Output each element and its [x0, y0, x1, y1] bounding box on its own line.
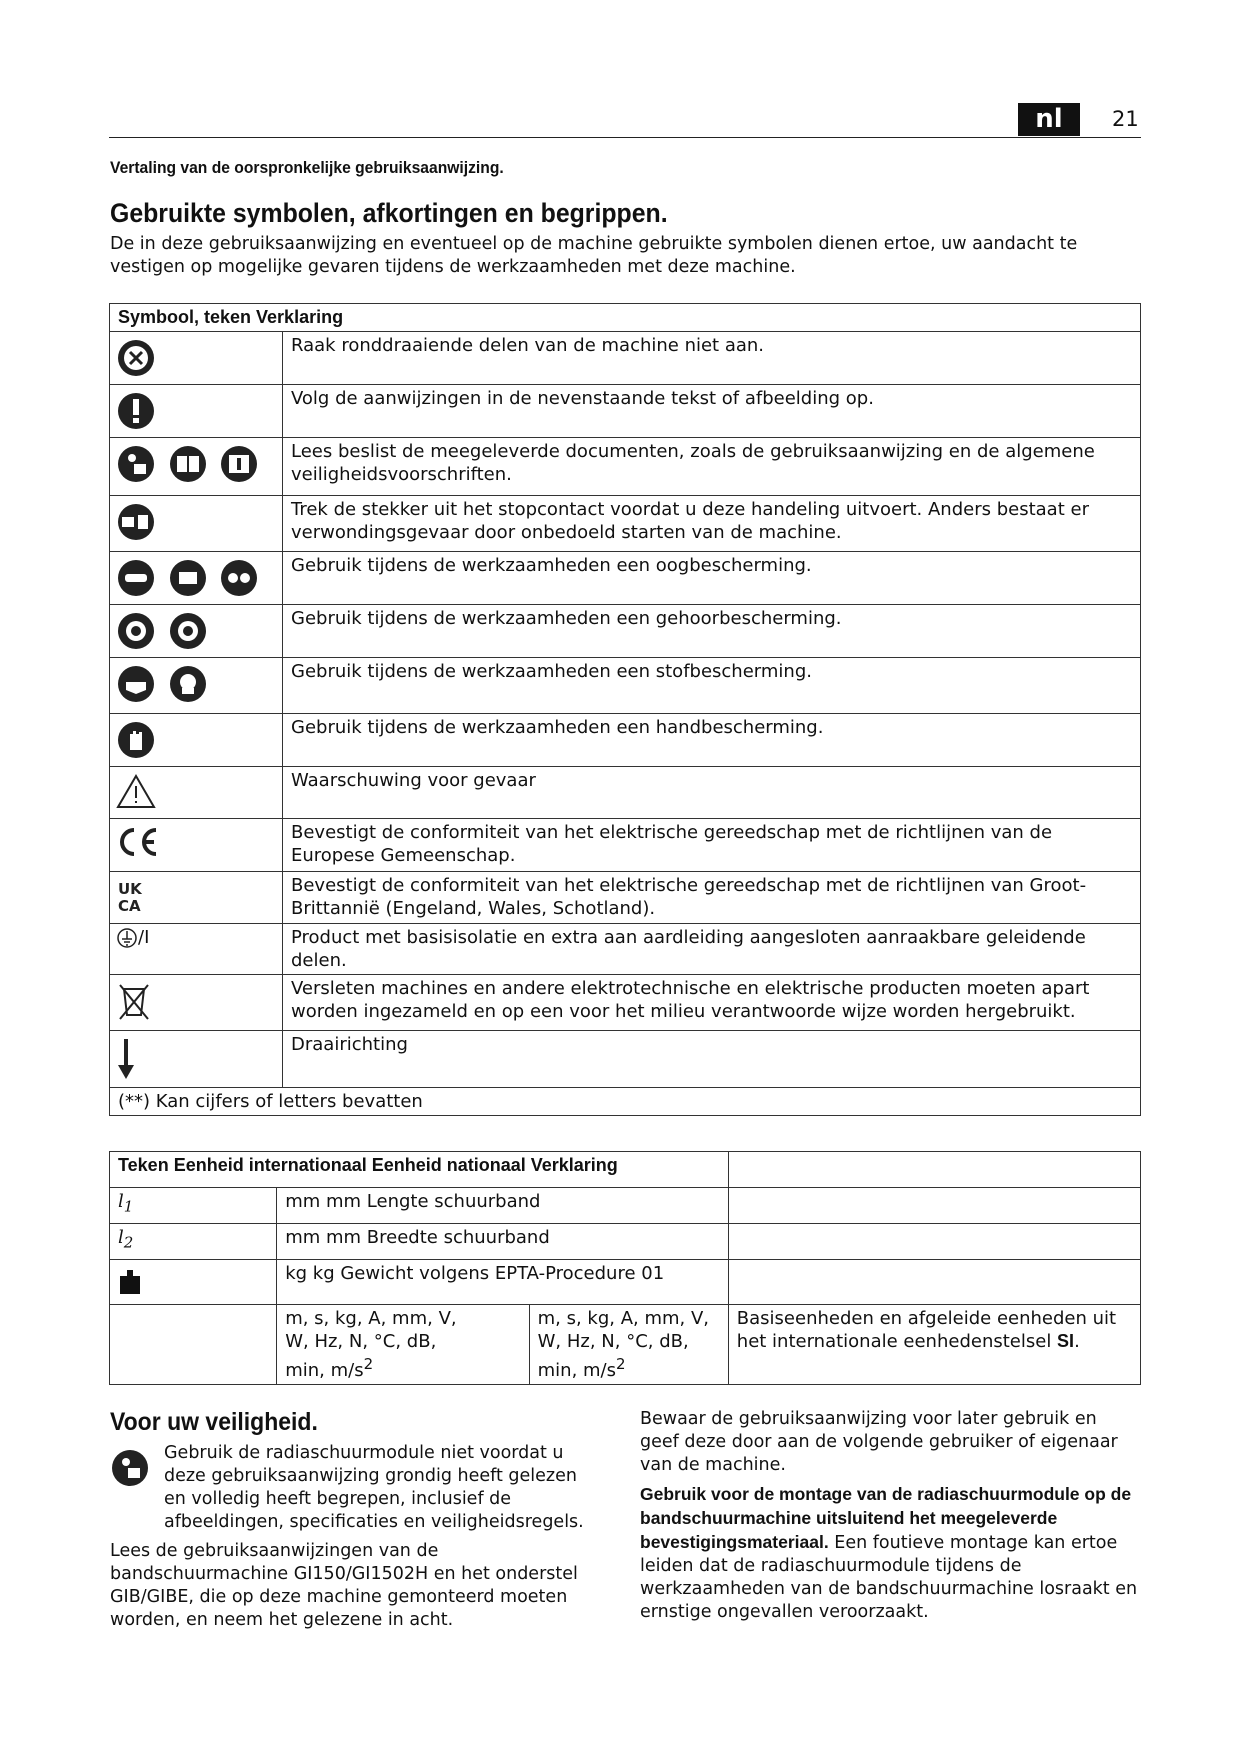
symbol-description: Volg de aanwijzingen in de nevenstaande tekst of afbeelding op.: [283, 385, 1141, 438]
symbol-cell: [110, 496, 283, 552]
dust-mask-icon: [116, 664, 156, 704]
unit-description: mm mm Breedte schuurband: [277, 1224, 729, 1260]
symbol-description: Bevestigt de conformiteit van het elektrische gereedschap met de richtlijnen van de Europese Gemeenschap.: [283, 819, 1141, 872]
unit-sign-cell: [110, 1224, 277, 1260]
symbol-cell: [110, 605, 283, 658]
safety-title: Voor uw veiligheid.: [110, 1408, 318, 1436]
svg-text:UK: UK: [118, 880, 142, 898]
symbol-cell: [110, 924, 283, 975]
symbol-description: Gebruik tijdens de werkzaamheden een gehoorbescherming.: [283, 605, 1141, 658]
symbol-description: Product met basisisolatie en extra aan aardleiding aangesloten aanraakbare geleidende delen.: [283, 924, 1141, 975]
warning-triangle-icon: [116, 773, 156, 809]
unit-sign-sub: 2: [123, 1233, 134, 1252]
ear-protection-icon: [168, 611, 208, 651]
si-units-international: m, s, kg, A, mm, V, W, Hz, N, °C, dB, min, $m/s^2$: [277, 1305, 529, 1385]
symbol-description: Raak ronddraaiende delen van de machine niet aan.: [283, 332, 1141, 385]
intro-paragraph: De in deze gebruiksaanwijzing en eventueel op de machine gebruikte symbolen dienen ertoe, uw aandacht te vestigen op mogelijke gevaren tijdens de werkzaamheden met deze machine.: [110, 234, 1078, 277]
symbol-description: Bevestigt de conformiteit van het elektrische gereedschap met de richtlijnen van Groot-Brittannië (Engeland, Wales, Schotland).: [283, 872, 1141, 924]
units-table: [109, 1151, 1141, 1385]
weight-icon: [118, 1268, 142, 1296]
unit-description: mm mm Lengte schuurband: [277, 1188, 729, 1224]
units-table-header-empty: [728, 1152, 1140, 1188]
unit-description: kg kg Gewicht volgens EPTA-Procedure 01: [277, 1260, 729, 1305]
symbol-description: Versleten machines en andere elektrotechnische en elektrische producten moeten apart worden ingezameld en op een voor het milieu verantwoorde wijze worden hergebruikt.: [283, 975, 1141, 1031]
arrow-down-icon: [116, 1037, 136, 1081]
ear-protection-icon: [116, 611, 156, 651]
header-rule: [109, 137, 1141, 138]
symbol-cell: [110, 385, 283, 438]
unit-sign-cell: [110, 1188, 277, 1224]
symbols-table: [109, 303, 1141, 1116]
symbol-cell: [110, 332, 283, 385]
symbol-description: Trek de stekker uit het stopcontact voordat u deze handeling uitvoert. Anders bestaat er verwondingsgevaar door onbedoeld starten van de machine.: [283, 496, 1141, 552]
safety-p3: Bewaar de gebruiksaanwijzing voor later gebruik en geef deze door aan de volgende gebruiker of eigenaar van de machine.: [640, 1409, 1118, 1475]
unit-empty-cell: [728, 1224, 1140, 1260]
safety-p4: Gebruik voor de montage van de radiaschuurmodule op de bandschuurmachine uitsluitend het meegeleverde bevestigingsmateriaal. Een foutieve montage kan ertoe leiden dat de radiaschuurmodule tijdens de werkzaamheden van de bandschuurmachine losraakt en ernstige ongevallen veroorzaakt.: [640, 1484, 1138, 1622]
safety-left-column: [110, 1442, 600, 1632]
symbol-cell: [110, 1031, 283, 1088]
protection-class-label: /I: [138, 927, 150, 948]
read-manual-icon: [116, 444, 156, 484]
no-rotating-parts-icon: [116, 338, 156, 378]
page-number: 21: [1112, 107, 1139, 131]
ukca-mark-icon: [116, 878, 146, 914]
symbol-cell: [110, 658, 283, 714]
unit-sign-sub: 1: [123, 1197, 134, 1216]
manual-info-icon: [219, 444, 259, 484]
respirator-icon: [168, 664, 208, 704]
language-badge: nl: [1018, 103, 1080, 136]
symbol-cell: [110, 438, 283, 496]
protection-class-icon: [116, 927, 138, 949]
read-manual-icon: [110, 1448, 150, 1488]
svg-text:CA: CA: [118, 897, 141, 914]
symbol-description: Gebruik tijdens de werkzaamheden een stofbescherming.: [283, 658, 1141, 714]
symbol-cell: [110, 767, 283, 819]
symbol-description: Gebruik tijdens de werkzaamheden een oogbescherming.: [283, 552, 1141, 605]
symbol-description: Waarschuwing voor gevaar: [283, 767, 1141, 819]
weee-bin-icon: [116, 981, 152, 1023]
safety-p1: Gebruik de radiaschuurmodule niet voordat u deze gebruiksaanwijzing grondig heeft gelezen en volledig heeft begrepen, inclusief de afbeeldingen, specificaties en veiligheidsregels.: [164, 1443, 584, 1532]
symbols-table-footnote: (**) Kan cijfers of letters bevatten: [110, 1088, 1141, 1116]
unit-sign-cell: [110, 1260, 277, 1305]
safety-p2: Lees de gebruiksaanwijzingen van de bandschuurmachine GI150/GI1502H en het onderstel GIB/GIBE, die op deze machine gemonteerd moeten worden, en neem het gelezene in acht.: [110, 1541, 578, 1630]
unit-empty-cell: [728, 1188, 1140, 1224]
unplug-icon: [116, 502, 156, 542]
symbol-description: Draairichting: [283, 1031, 1141, 1088]
ce-mark-icon: [116, 825, 160, 859]
unit-sign: l: [118, 1227, 124, 1248]
symbol-description: Gebruik tijdens de werkzaamheden een handbescherming.: [283, 714, 1141, 767]
symbols-table-header: Symbool, teken Verklaring: [110, 304, 1141, 332]
units-table-header: Teken Eenheid internationaal Eenheid nationaal Verklaring: [110, 1152, 729, 1188]
si-explanation: Basiseenheden en afgeleide eenheden uit het internationale eenhedenstelsel SI.: [728, 1305, 1140, 1385]
hand-protection-icon: [116, 720, 156, 760]
symbol-description: Lees beslist de meegeleverde documenten, zoals de gebruiksaanwijzing en de algemene veiligheidsvoorschriften.: [283, 438, 1141, 496]
symbol-cell: [110, 819, 283, 872]
symbol-cell: [110, 975, 283, 1031]
si-units-national: m, s, kg, A, mm, V, W, Hz, N, °C, dB, min, $m/s^2$: [529, 1305, 728, 1385]
symbol-cell: [110, 552, 283, 605]
symbol-cell: [110, 714, 283, 767]
unit-sign-cell: [110, 1305, 277, 1385]
eye-protection-icon: [116, 558, 156, 598]
section-title: Gebruikte symbolen, afkortingen en begrippen.: [110, 198, 668, 228]
mandatory-icon: [116, 391, 156, 431]
symbol-cell: [110, 872, 283, 924]
safety-goggles-icon: [219, 558, 259, 598]
safety-right-column: [640, 1408, 1140, 1624]
translation-note: Vertaling van de oorspronkelijke gebruiksaanwijzing.: [110, 158, 504, 177]
face-shield-icon: [168, 558, 208, 598]
unit-sign: l: [118, 1191, 124, 1212]
manual-book-icon: [168, 444, 208, 484]
unit-empty-cell: [728, 1260, 1140, 1305]
